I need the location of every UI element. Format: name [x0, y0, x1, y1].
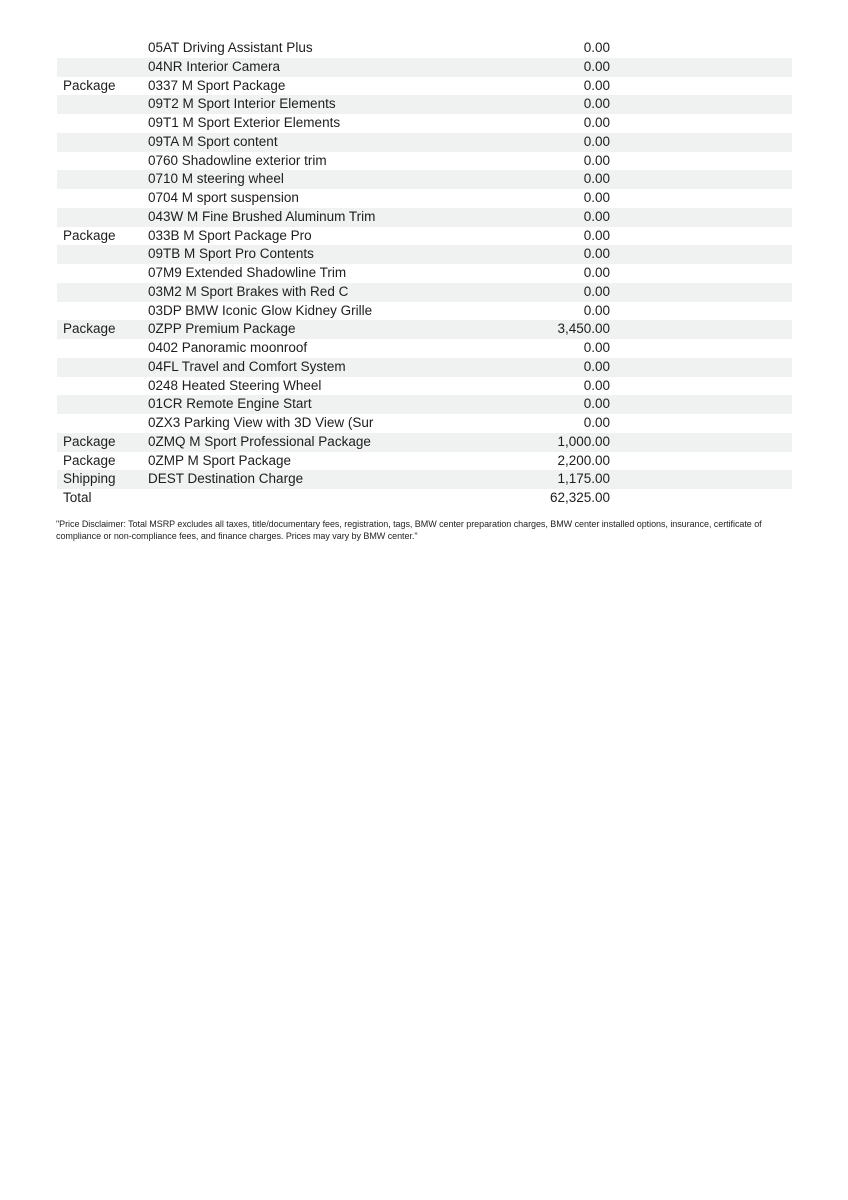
row-category: Package: [63, 227, 116, 243]
table-row: [57, 302, 792, 321]
table-row: [57, 414, 792, 433]
row-price: 0.00: [583, 171, 610, 187]
row-item-description: 09T2 M Sport Interior Elements: [148, 96, 336, 112]
table-row: [57, 95, 792, 114]
table-row: [57, 283, 792, 302]
row-price: 1,000.00: [557, 433, 610, 449]
row-price: 0.00: [583, 358, 610, 374]
table-row: [57, 208, 792, 227]
row-item-description: 0ZMP M Sport Package: [148, 452, 292, 468]
price-disclaimer: [56, 519, 796, 543]
table-row: [57, 39, 792, 58]
row-price: 0.00: [583, 115, 610, 130]
row-item-description: 03M2 M Sport Brakes with Red C: [148, 283, 349, 299]
row-price: 0.00: [583, 152, 610, 168]
row-price: 3,450.00: [557, 321, 610, 337]
row-price: 0.00: [583, 340, 610, 355]
row-item-description: 0248 Heated Steering Wheel: [148, 377, 322, 393]
row-price: 62,325.00: [549, 490, 610, 505]
table-row: [57, 133, 792, 152]
vehicle-options-table: [57, 39, 792, 508]
table-row: [57, 77, 792, 96]
row-price: 0.00: [583, 246, 610, 262]
row-price: 0.00: [583, 377, 610, 393]
row-category: Package: [63, 77, 116, 93]
disclaimer-line-1: "Price Disclaimer: Total MSRP excludes all taxes, title/documentary fees, registration, tags, BMW center preparation charges, BMW center installed options, insurance, certificate of: [56, 519, 762, 529]
table-row: [57, 170, 792, 189]
table-row: [57, 264, 792, 283]
row-item-description: 043W M Fine Brushed Aluminum Trim: [148, 208, 376, 224]
table-row: [57, 489, 792, 508]
row-price: 0.00: [583, 208, 610, 224]
row-price: 0.00: [583, 283, 610, 299]
row-price: 0.00: [583, 58, 610, 74]
row-item-description: 05AT Driving Assistant Plus: [148, 40, 313, 55]
row-item-description: 03DP BMW Iconic Glow Kidney Grille: [148, 302, 373, 318]
row-item-description: 04NR Interior Camera: [148, 58, 281, 74]
table-row: [57, 245, 792, 264]
row-item-description: 0337 M Sport Package: [148, 77, 286, 93]
row-item-description: 09T1 M Sport Exterior Elements: [148, 115, 341, 130]
row-item-description: 0402 Panoramic moonroof: [148, 340, 308, 355]
row-item-description: 09TA M Sport content: [148, 133, 278, 149]
row-item-description: 0ZX3 Parking View with 3D View (Sur: [148, 415, 374, 430]
row-category: Package: [63, 321, 116, 337]
table-row: [57, 433, 792, 452]
row-price: 0.00: [583, 133, 610, 149]
table-row: [57, 114, 792, 133]
table-row: [57, 152, 792, 171]
row-item-description: 01CR Remote Engine Start: [148, 396, 312, 412]
row-price: 0.00: [583, 40, 610, 55]
row-price: 0.00: [583, 396, 610, 412]
row-category: Package: [63, 452, 116, 468]
table-row: [57, 227, 792, 246]
row-price: 0.00: [583, 265, 610, 280]
row-item-description: DEST Destination Charge: [148, 471, 304, 487]
table-row: [57, 377, 792, 396]
row-category: Package: [63, 433, 116, 449]
row-category: Total: [63, 490, 92, 505]
table-row: [57, 395, 792, 414]
row-item-description: 0704 M sport suspension: [148, 190, 299, 205]
row-item-description: 0ZPP Premium Package: [148, 321, 296, 337]
row-price: 0.00: [583, 415, 610, 430]
table-row: [57, 339, 792, 358]
row-item-description: 0710 M steering wheel: [148, 171, 284, 187]
table-row: [57, 320, 792, 339]
row-item-description: 07M9 Extended Shadowline Trim: [148, 265, 347, 280]
table-row: [57, 58, 792, 77]
row-price: 0.00: [583, 96, 610, 112]
table-row: [57, 358, 792, 377]
row-category: Shipping: [63, 471, 116, 487]
row-price: 0.00: [583, 190, 610, 205]
row-item-description: 033B M Sport Package Pro: [148, 227, 312, 243]
disclaimer-line-2: compliance or non-compliance fees, and finance charges. Prices may vary by BMW center.": [56, 530, 418, 541]
row-item-description: 09TB M Sport Pro Contents: [148, 246, 314, 262]
table-row: [57, 189, 792, 208]
row-price: 0.00: [583, 77, 610, 93]
row-price: 0.00: [583, 302, 610, 318]
row-item-description: 0ZMQ M Sport Professional Package: [148, 433, 371, 449]
row-item-description: 04FL Travel and Comfort System: [148, 358, 346, 374]
row-item-description: 0760 Shadowline exterior trim: [148, 152, 327, 168]
row-price: 1,175.00: [557, 471, 610, 487]
row-price: 0.00: [583, 227, 610, 243]
table-row: [57, 470, 792, 489]
row-price: 2,200.00: [557, 452, 610, 468]
table-row: [57, 452, 792, 471]
